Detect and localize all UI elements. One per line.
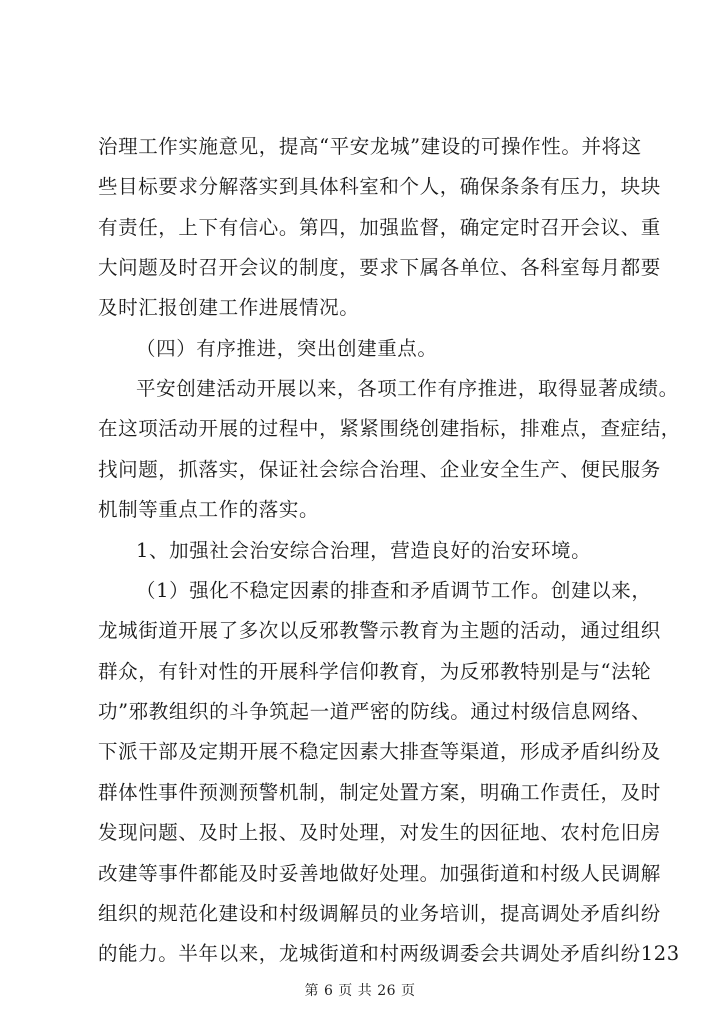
text-line: 群众，有针对性的开展科学信仰教育，为反邪教特别是与“法轮: [98, 660, 652, 683]
text-line: 发现问题、及时上报、及时处理，对发生的因征地、农村危旧房: [98, 821, 661, 844]
text-line: 在这项活动开展的过程中，紧紧围绕创建指标，排难点，查症结，: [98, 417, 681, 440]
text-line: 龙城街道开展了多次以反邪教警示教育为主题的活动，通过组织: [98, 619, 661, 642]
text-line: 些目标要求分解落实到具体科室和个人，确保条条有压力，块块: [98, 175, 661, 198]
subsection-heading: 1、加强社会治安综合治理，营造良好的治安环境。: [136, 539, 592, 562]
text-line: 有责任，上下有信心。第四，加强监督，确定定时召开会议、重: [98, 216, 661, 239]
text-line: 下派干部及定期开展不稳定因素大排查等渠道，形成矛盾纠纷及: [98, 740, 661, 763]
text-line: 大问题及时召开会议的制度，要求下属各单位、各科室每月都要: [98, 256, 661, 279]
section-heading: （四）有序推进，突出创建重点。: [136, 337, 438, 360]
text-line: 组织的规范化建设和村级调解员的业务培训，提高调处矛盾纠纷: [98, 902, 661, 925]
text-line: 群体性事件预测预警机制，制定处置方案，明确工作责任，及时: [98, 781, 661, 804]
text-line: 功”邪教组织的斗争筑起一道严密的防线。通过村级信息网络、: [98, 700, 652, 723]
text-line: 的能力。半年以来，龙城街道和村两级调委会共调处矛盾纠纷123: [98, 942, 680, 965]
paragraph-start: 平安创建活动开展以来，各项工作有序推进，取得显著成绩。: [136, 377, 679, 400]
text-line: 治理工作实施意见，提高“平安龙城”建设的可操作性。并将这: [98, 135, 642, 158]
paragraph-start: （1）强化不稳定因素的排查和矛盾调节工作。创建以来，: [136, 579, 652, 602]
text-line: 及时汇报创建工作进展情况。: [98, 296, 360, 319]
page-number-label: 第 6 页 共 26 页: [304, 983, 416, 999]
text-line: 改建等事件都能及时妥善地做好处理。加强街道和村级人民调解: [98, 862, 661, 885]
page-footer: [0, 980, 720, 1000]
text-line: 机制等重点工作的落实。: [98, 498, 320, 521]
text-line: 找问题，抓落实，保证社会综合治理、企业安全生产、便民服务: [98, 458, 661, 481]
